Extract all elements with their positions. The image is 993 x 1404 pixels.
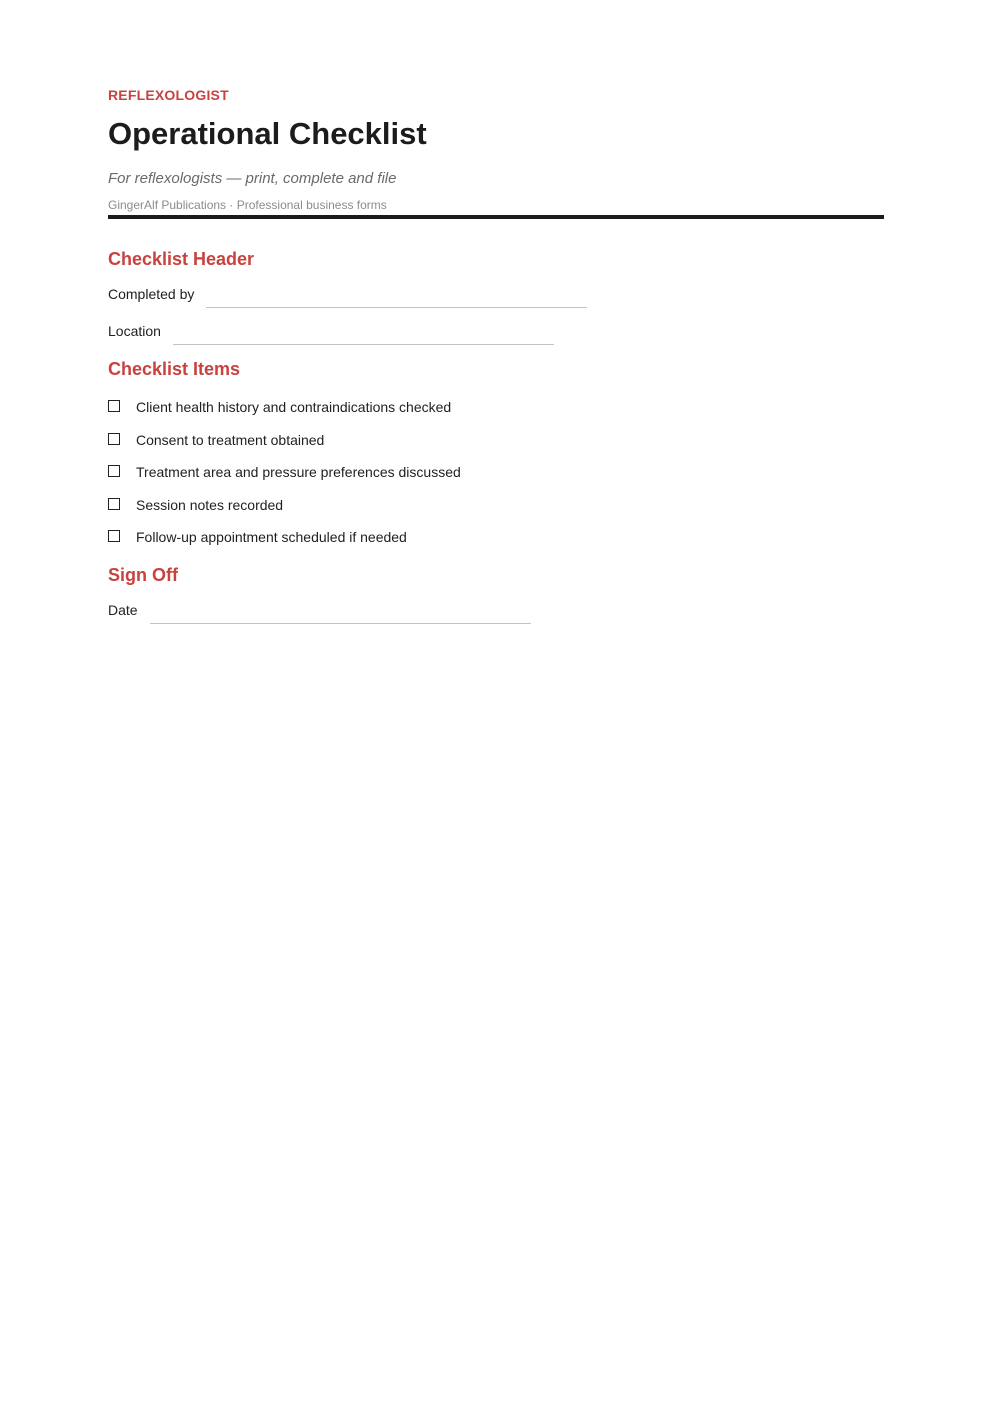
completed-by-label: Completed by	[108, 286, 195, 302]
publisher-line: GingerAlf Publications · Professional business forms	[108, 198, 387, 212]
location-field[interactable]	[173, 344, 554, 345]
checklist-item	[108, 528, 884, 546]
section-heading-sign-off: Sign Off	[108, 565, 178, 585]
date-row	[108, 601, 884, 619]
checklist-item	[108, 398, 884, 416]
checklist-item	[108, 463, 884, 481]
page-title: Operational Checklist	[108, 116, 427, 151]
checklist-item-label: Client health history and contraindications checked	[136, 399, 452, 415]
date-field[interactable]	[150, 623, 531, 624]
checklist	[108, 398, 884, 546]
checklist-item	[108, 431, 884, 449]
checkbox[interactable]	[108, 433, 120, 445]
checklist-item-label: Consent to treatment obtained	[136, 431, 325, 448]
checklist-item	[108, 496, 884, 514]
completed-by-field[interactable]	[206, 307, 587, 308]
date-label: Date	[108, 602, 138, 618]
checkbox[interactable]	[108, 400, 120, 412]
header-divider	[108, 215, 884, 219]
completed-by-row	[108, 285, 884, 303]
location-row	[108, 322, 884, 340]
checklist-item-label: Treatment area and pressure preferences discussed	[136, 464, 461, 480]
location-label: Location	[108, 323, 161, 339]
checkbox[interactable]	[108, 530, 120, 542]
document-content	[108, 86, 884, 619]
checklist-item-label: Follow-up appointment scheduled if needed	[136, 529, 407, 545]
page-subtitle: For reflexologists — print, complete and file	[108, 170, 397, 187]
section-heading-checklist-header: Checklist Header	[108, 249, 255, 269]
checklist-item-label: Session notes recorded	[136, 496, 284, 513]
section-heading-checklist-items: Checklist Items	[108, 359, 241, 379]
document-category: REFLEXOLOGIST	[108, 87, 229, 103]
checkbox[interactable]	[108, 465, 120, 477]
checkbox[interactable]	[108, 498, 120, 510]
